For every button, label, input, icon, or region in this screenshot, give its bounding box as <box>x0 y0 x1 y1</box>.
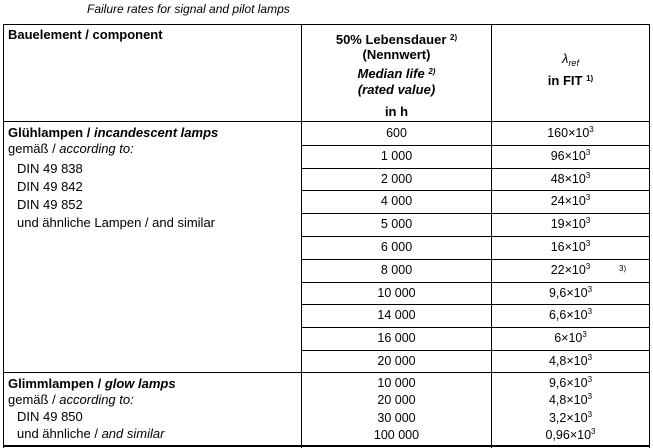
group1-life-value: 10 000 <box>377 285 416 300</box>
group1-failure-rate-value: $6,6\times 10^3$ <box>548 307 593 323</box>
header-life-line2: (Nennwert) <box>362 47 431 62</box>
row-divider <box>301 327 650 328</box>
row-divider <box>301 282 650 283</box>
group1-life-value: 4 000 <box>380 194 413 209</box>
group1-similar: und ähnliche Lampen / and similar <box>17 215 216 230</box>
group1-std2: DIN 49 842 <box>17 179 83 194</box>
row-divider <box>301 259 650 260</box>
row-divider <box>301 350 650 351</box>
header-component: Bauelement / component <box>8 27 163 42</box>
group2-failure-rate-value: $4,8\times 10^3$ <box>548 392 593 408</box>
group1-failure-rate-value: $9,6\times 10^3$ <box>548 284 593 300</box>
group1-life-value: 1 000 <box>380 148 413 163</box>
group1-failure-rate-value: $4,8\times 10^3$ <box>548 353 593 368</box>
table-caption: Failure rates for signal and pilot lamps <box>87 2 290 16</box>
group1-failure-rate-value: $19\times 10^3$ <box>550 216 591 232</box>
group1-std1: DIN 49 838 <box>17 161 83 176</box>
header-fit-unit: in FIT $^{1)}$ <box>547 73 594 88</box>
group1-failure-rate-value: $6\times 10^3$ <box>554 330 587 346</box>
group2-similar: und ähnliche / and similar <box>17 426 165 441</box>
row-divider <box>301 304 650 305</box>
group1-life-value: 2 000 <box>380 171 413 186</box>
row-divider <box>301 168 650 169</box>
row-divider <box>301 213 650 214</box>
group1-life-value: 6 000 <box>380 240 413 254</box>
header-life-line3: Median life $^{2)}$ <box>357 66 436 81</box>
header-lambda-symbol: $\lambda_{ref}$ <box>562 51 579 68</box>
group2-std1: DIN 49 850 <box>17 409 83 424</box>
group2-per: gemäß / according to: <box>8 392 134 407</box>
group2-life-value: 100 000 <box>373 427 420 442</box>
group1-failure-rate-value: $24\times 10^3$ <box>550 193 591 209</box>
row-divider <box>301 145 650 146</box>
group2-failure-rate-value: $0,96\times 10^3$ <box>545 426 596 442</box>
row-divider <box>301 236 650 237</box>
group1-life-value: 14 000 <box>377 308 416 323</box>
group2-life-value: 10 000 <box>377 376 416 390</box>
group1-std3: DIN 49 852 <box>17 197 83 212</box>
group1-life-value: 5 000 <box>380 217 413 232</box>
group2-life-value: 20 000 <box>377 393 416 408</box>
group1-failure-rate-value: $48\times 10^3$ <box>550 170 591 186</box>
group1-failure-rate-value: $160\times 10^3$ <box>547 125 594 140</box>
header-life-unit: in h <box>384 104 409 119</box>
group1-life-value: 20 000 <box>377 354 416 368</box>
group1-life-value: 8 000 <box>380 262 413 277</box>
group1-per: gemäß / according to: <box>8 141 134 156</box>
group2-failure-rate-value: $3,2\times 10^3$ <box>548 409 593 425</box>
group2-title: Glimmlampen / glow lamps <box>8 376 176 391</box>
group1-life-value: 16 000 <box>377 331 416 346</box>
header-life-line4: (rated value) <box>357 82 436 97</box>
group1-failure-rate-value: $16\times 10^3$ <box>550 239 591 254</box>
group1-footnote-ref: 3) <box>619 263 627 273</box>
header-life-line1: 50% Lebensdauer $^{2)}$ <box>335 32 458 47</box>
failure-rate-table <box>3 24 650 448</box>
group1-failure-rate-value: $96\times 10^3$ <box>550 147 591 163</box>
group1-failure-rate-value: $22\times 10^3$ <box>550 261 591 277</box>
group2-failure-rate-value: $9,6\times 10^3$ <box>548 375 593 390</box>
group2-life-value: 30 000 <box>377 410 416 425</box>
row-divider <box>301 190 650 191</box>
group1-title: Glühlampen / incandescent lamps <box>8 125 219 140</box>
group1-life-value: 600 <box>386 126 407 140</box>
